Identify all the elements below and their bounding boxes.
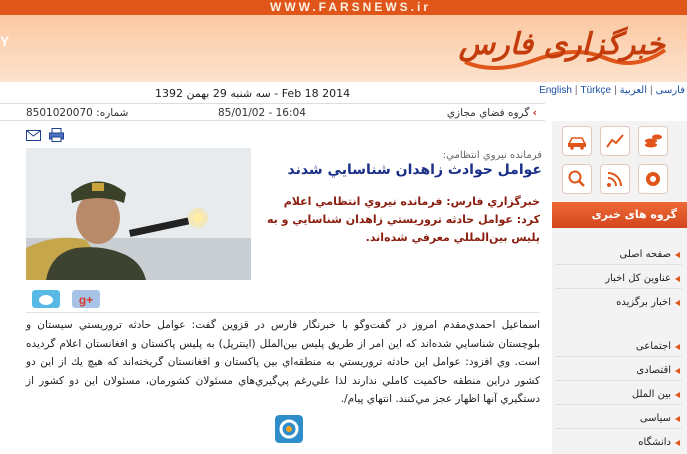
site-header [0, 0, 687, 82]
chart-icon[interactable] [600, 126, 630, 156]
car-icon[interactable] [562, 126, 592, 156]
divider [556, 356, 682, 357]
arrow-left-icon [675, 440, 681, 446]
header-left-fragment: Y [0, 33, 10, 49]
menu-item-politics[interactable]: سیاسی [639, 413, 671, 424]
twitter-icon[interactable] [32, 290, 60, 308]
news-group-label: گروه فضاي مجازي [446, 107, 530, 119]
lang-farsi[interactable]: فارسی [655, 85, 685, 96]
lang-english[interactable]: English [539, 85, 572, 96]
news-photo [26, 148, 251, 280]
menu-item-social[interactable]: اجتماعی [635, 341, 671, 352]
date-line: سه شنبه 29 بهمن 1392 - Feb 18 2014 [155, 87, 351, 100]
arrow-left-icon [675, 392, 681, 398]
lang-arabic[interactable]: العربية [619, 85, 648, 96]
article-time: 85/01/02 - 16:04 [218, 107, 306, 119]
divider [556, 380, 682, 381]
separator: | [574, 85, 578, 96]
arrow-left-icon [675, 276, 681, 282]
news-group[interactable] [447, 107, 537, 119]
divider [556, 404, 682, 405]
menu-item-economy[interactable]: اقتصادی [636, 365, 671, 376]
article-body: اسماعيل احمدي‌مقدم امروز در گفت‌وگو با خبرنگار فارس در قزوين گفت: عوامل حادثه تروريستي سيستان و بلوچستان شناسايي شده‌اند كه اين امر از طريق پليس بين‌الملل (اينترپل) به پليس پاكستان و افغانستان اعلام گرديده است. وي افزود: عوامل اين حادثه تروريستي به منطقه‌اي بين پاكستان و افغانستان گريخته‌اند كه هيچ يك از اين دو كشور دراين منطقه حاكميت كاملي ندارند لذا علي‌رغم پي‌گيري‌هاي مسئولان كشورمان، مسئولان اين دو كشور از دستگيري آنها اظهار عجز مي‌كنند. انتهاي پيام/. [26, 319, 540, 405]
search-icon[interactable] [562, 164, 592, 194]
sidebar-header[interactable]: گروه های خبری [552, 202, 687, 228]
site-url: WWW.FARSNEWS.ir [270, 0, 431, 14]
headline[interactable]: عوامل حوادث زاهدان شناسايي شدند [287, 162, 542, 178]
language-bar [539, 85, 687, 99]
article-tools [26, 128, 64, 142]
separator: | [650, 85, 653, 96]
date-bar [0, 84, 545, 102]
menu-item-international[interactable]: بین الملل [631, 389, 671, 400]
share-logo-icon[interactable] [275, 415, 303, 443]
arrow-left-icon [675, 344, 681, 350]
football-icon[interactable] [638, 164, 668, 194]
menu-item-selected-news[interactable]: اخبار برگزیده [616, 297, 671, 308]
print-icon[interactable] [49, 128, 64, 142]
separator: | [614, 85, 617, 96]
divider [26, 312, 540, 313]
divider [556, 428, 682, 429]
svg-text:g+: g+ [78, 293, 94, 307]
divider [556, 288, 682, 289]
arrow-icon: ‹ [532, 107, 537, 119]
logo-text: خبرگزاری فارس [458, 27, 665, 62]
menu-item-home[interactable]: صفحه اصلی [619, 249, 671, 260]
email-icon[interactable] [26, 128, 41, 142]
arrow-left-icon [675, 368, 681, 374]
article-lead: خبرگزاري فارس: فرمانده نيروي انتظامي اعلام كرد: عوامل حادثه تروريستي زاهدان شناسايي و به پليس بين‌المللي معرفي شده‌اند. [266, 195, 540, 244]
arrow-left-icon [675, 300, 681, 306]
divider [556, 264, 682, 265]
social-share [32, 290, 100, 308]
menu-item-university[interactable]: دانشگاه [638, 437, 671, 448]
arrow-left-icon [675, 252, 681, 258]
rss-icon[interactable] [600, 164, 630, 194]
fars-logo[interactable] [455, 20, 675, 75]
lang-turkce[interactable]: Türkçe [580, 85, 612, 96]
article-number: شماره: 8501020070 [26, 107, 129, 119]
google-plus-icon[interactable] [72, 290, 100, 308]
headline-kicker: فرمانده نيروي انتظامي: [442, 150, 542, 161]
menu-item-all-news[interactable]: عناوین کل اخبار [605, 273, 671, 284]
coins-icon[interactable] [638, 126, 668, 156]
arrow-left-icon [675, 416, 681, 422]
article-info-row [0, 103, 545, 121]
